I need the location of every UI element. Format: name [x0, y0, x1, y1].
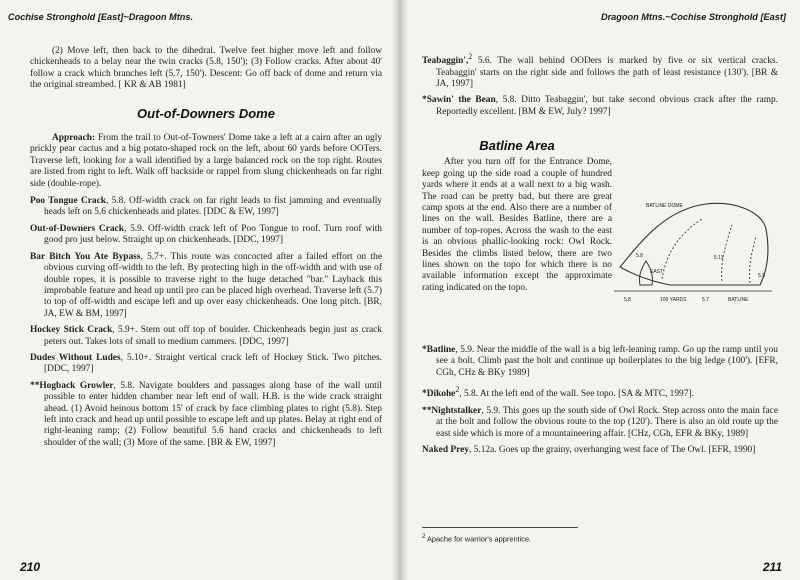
- route-name: *Batline: [422, 345, 456, 355]
- route-name: Teabaggin',: [422, 56, 469, 67]
- route-entry: [30, 353, 382, 376]
- route-text: , 5.12a. Goes up the grainy, overhanging west face of The Owl. [EFR, 1990]: [468, 444, 756, 455]
- route-text: , 5.8. Off-width crack on far right leads to fist jamming and eventually heads left on 5.6 chickenheads and plates. [DDC & EW, 1997]: [44, 196, 382, 218]
- route-name: Poo Tongue Crack: [30, 196, 106, 207]
- route-text: , 5.9. Off-width crack left of Poo Tongue to roof. Turn roof with good pro just below. Straight up on chickenheads. [DDC, 1997]: [44, 223, 382, 246]
- route-entry: [30, 224, 382, 247]
- route-text: , 5.8. At the left end of the wall. See topo. [SA & MTC, 1997].: [459, 389, 694, 400]
- route-list-left: [30, 196, 382, 449]
- route-text: , 5.9. Near the middle of the wall is a big left-leaning ramp. Go up the ramp until you see a bolt. Climb past the bolt and continue up boilerplates to the big ledge (100'). [EFR, CGh, CHz & BKy 1989]: [436, 345, 778, 378]
- route-name: Naked Prey: [422, 444, 469, 455]
- route-entry: [422, 406, 778, 440]
- route-text: , 5.9+. Stem out off top of boulder. Chickenheads begin just as crack peters out. Takes lots of small to medium cammers. [DDC, 1997]: [44, 325, 382, 347]
- page-number-right: 211: [762, 560, 782, 574]
- footnote-ref: 2: [468, 52, 473, 61]
- approach-text: From the trail to Out-of-Towners' Dome take a left at a cairn after an ugly prickly pear cactus and a big potato-shaped rock on the left, about 60 yards before OOTers. Traverse left, looking for a wall identified by a large balanced rock on the top right. Routes are listed from right to left. Walk off backside or rappel from slung chickenheads on far right side (double-rope).: [30, 133, 383, 189]
- footnote-ref: 2: [455, 385, 460, 395]
- route-entry: [30, 381, 382, 449]
- continued-paragraph: (2) Move left, then back to the dihedral. Twelve feet higher move left and follow chickenheads to a belay near the twin cracks (5.8, 150'); (3) Follow cracks. After about 40' follow a crack which branches left (5.7, 150'). Descent: Go off back of dome and return via the original streambed. [ KR & AB 1981]: [30, 46, 382, 91]
- topo-grade: 5.11: [714, 255, 724, 261]
- right-page: [400, 0, 800, 580]
- route-name: **Hogback Growler: [30, 380, 114, 391]
- route-name: *Sawin' the Bean: [422, 95, 496, 106]
- footnote-mark: 2: [422, 534, 426, 540]
- route-name: Hockey Stick Crack: [30, 325, 113, 336]
- left-column: [30, 46, 382, 449]
- route-entry: [30, 196, 382, 219]
- route-text: , 5.7+. This route was concocted after a failed effort on the obvious curving off-width to the left. By protecting high in the off-width and with use of double ropes, it is possible to traverse right to the huge detached "bar." Layback this improbable feature and head up until pro can be placed high overhead. Traverse left (5.7) to top of off-width and escape left and up over easy chickenheads. One long pitch. [BR, JA, EW & BM, 1997]: [44, 251, 382, 319]
- topo-grade: 5.9: [758, 273, 765, 279]
- route-entry: [30, 252, 382, 320]
- route-name: Bar Bitch You Ate Bypass: [30, 251, 141, 262]
- right-column-bottom: [422, 340, 778, 456]
- route-text: , 5.9. This goes up the south side of Owl Rock. Step across onto the main face at the bolt and follow the obvious route to the top (120'). There is also an old route up the east side which is more of a mountaineering affair. [CHz, CGh, EFR & BKy, 1989]: [436, 405, 778, 439]
- route-text: 5.6. The wall behind OODers is marked by five or six vertical cracks. Teabaggin' starts on the right side and follows the path of least resistance (130'). [BR & JA, 1997]: [436, 56, 778, 89]
- page-number-left: 210: [20, 560, 41, 574]
- right-column-top: [422, 46, 778, 118]
- topo-label-batline: BATLINE: [728, 297, 749, 303]
- topo-grade: 5.7: [702, 297, 709, 303]
- route-entry: [422, 51, 778, 90]
- topo-label-east: EAST: [650, 269, 664, 275]
- book-gutter: [392, 0, 408, 580]
- route-text: , 5.10+. Straight vertical crack left of Hockey Stick. Two pitches. [DDC, 1997]: [44, 352, 383, 375]
- batline-intro: After you turn off for the Entrance Dome, keep going up the side road a couple of hundred yards where it ends at a wall next to a big wash. The road can be pretty bad, but there are great camp spots at the end. Also there are a number of lines on the wall. Besides Batline, there are a number of top-ropes. Across the wash to the east is an obvious phallic-looking rock: Owl Rock. Besides the climbs listed below, there are two lines shown on the topo for which there is no available information except the approximate rating indicated on the topo.: [422, 157, 612, 293]
- route-entry: [422, 384, 778, 401]
- topo-label-dome: BATLINE DOME: [646, 203, 683, 209]
- approach-label: Approach:: [52, 133, 96, 144]
- route-name: **Nightstalker: [422, 405, 482, 416]
- route-name: Dudes Without Ludes: [30, 352, 121, 363]
- footnote: [422, 534, 531, 543]
- topo-distance: 100 YARDS: [660, 297, 687, 303]
- route-entry: [422, 445, 778, 456]
- footnote-text: Apache for warrior's apprentice.: [427, 534, 532, 544]
- route-entry: [422, 345, 778, 379]
- running-head-right: Dragoon Mtns.~Cochise Stronghold [East]: [600, 12, 786, 22]
- topo-grade: 5.8: [624, 297, 631, 303]
- route-text: , 5.8. Navigate boulders and passages along base of the wall until possible to enter hidden chamber near left end of wall. H.B. is the wide crack straight ahead. (1) Avoid heinous bottom 15' of crack by face climbing plates to right (5.8). Step left into crack and head up until possible to escape left and up plates. Belay at right end of right-leaning ramp; (2) Follow beautiful 5.6 hand cracks and chickenheads to left shoulder of the wall; (3) More of the same. [BR & EW, 1997]: [44, 380, 382, 448]
- route-entry: [30, 325, 382, 348]
- footnote-rule: [422, 527, 578, 528]
- route-name: Out-of-Downers Crack: [30, 223, 124, 234]
- section-title-out-of-downers: Out-of-Downers Dome: [137, 105, 275, 121]
- route-name: *Dikohe: [422, 389, 456, 400]
- batline-topo-diagram: [610, 193, 776, 309]
- topo-grade: 5.8: [636, 253, 643, 259]
- batline-intro-column: [422, 140, 612, 294]
- section-title-batline: Batline Area: [479, 138, 555, 153]
- route-text: , 5.8. Ditto Teabaggin', but take second obvious crack after the ramp. Reportedly excellent. [BM & EW, July? 1997]: [436, 95, 778, 117]
- running-head-left: Cochise Stronghold [East]~Dragoon Mtns.: [8, 12, 194, 22]
- approach-paragraph: [30, 133, 382, 190]
- route-entry: [422, 95, 778, 118]
